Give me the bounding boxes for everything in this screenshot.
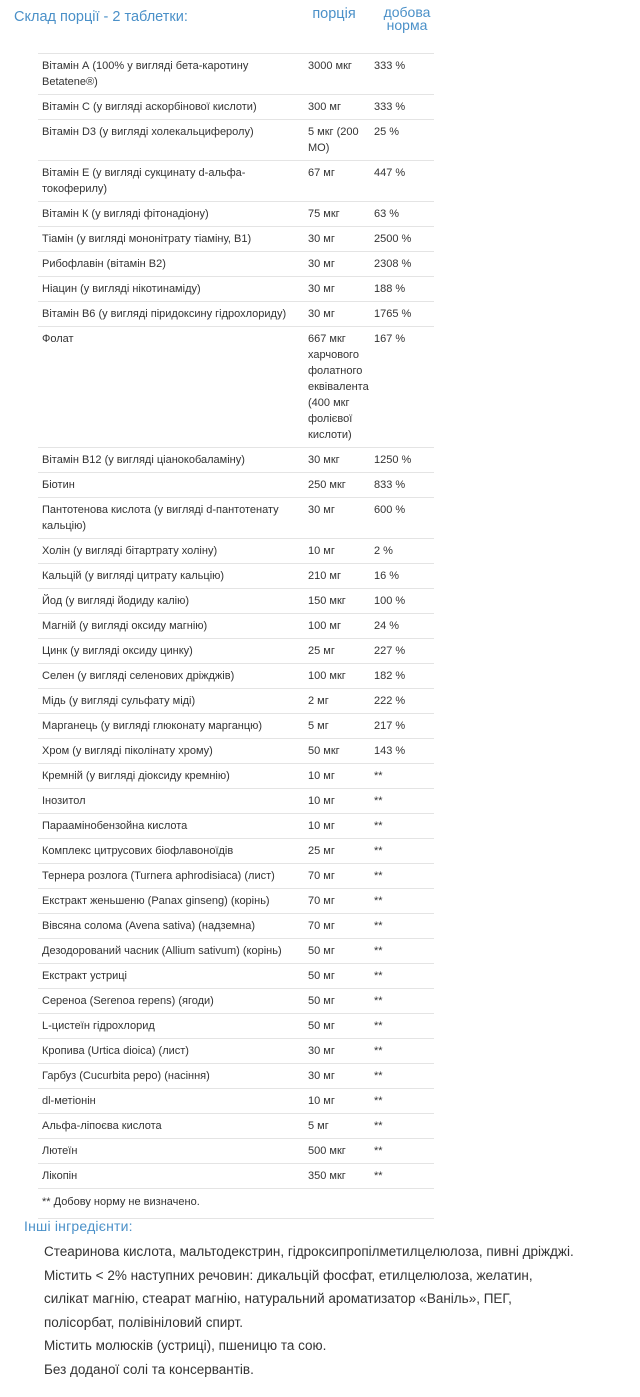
nutrient-amount: 25 мг bbox=[308, 845, 335, 857]
table-row bbox=[38, 327, 434, 448]
nutrient-daily-value: ** bbox=[374, 970, 383, 982]
nutrient-name: Біотин bbox=[42, 479, 75, 491]
table-header bbox=[0, 6, 640, 50]
amount-column-header: порція bbox=[312, 6, 356, 22]
nutrient-daily-value: ** bbox=[374, 1120, 383, 1132]
nutrient-amount: 50 мг bbox=[308, 945, 335, 957]
footnote: ** Добову норму не визначено. bbox=[38, 1189, 434, 1219]
other-ingredients-line: Стеаринова кислота, мальтодекстрин, гідроксипропілметилцелюлоза, пивні дріжджі. bbox=[44, 1244, 574, 1259]
table-row bbox=[38, 539, 434, 564]
nutrient-name: Кремній (у вигляді діоксиду кремнію) bbox=[42, 770, 230, 782]
nutrient-daily-value: ** bbox=[374, 1095, 383, 1107]
table-row bbox=[38, 1039, 434, 1064]
nutrient-name: Пантотенова кислота (у вигляді d-пантотенату кальцію) bbox=[42, 504, 279, 532]
nutrient-name: Дезодорований часник (Allium sativum) (корінь) bbox=[42, 945, 282, 957]
nutrient-name: Інозитол bbox=[42, 795, 86, 807]
nutrient-name: Ніацин (у вигляді нікотинаміду) bbox=[42, 283, 201, 295]
nutrient-daily-value: ** bbox=[374, 1020, 383, 1032]
nutrient-amount: 67 мг bbox=[308, 167, 335, 179]
nutrient-name: Мідь (у вигляді сульфату міді) bbox=[42, 695, 196, 707]
table-row bbox=[38, 789, 434, 814]
table-row bbox=[38, 473, 434, 498]
nutrient-name: Тіамін (у вигляді мононітрату тіаміну, В1) bbox=[42, 233, 252, 245]
nutrient-name: Лікопін bbox=[42, 1170, 78, 1182]
table-row bbox=[38, 614, 434, 639]
nutrient-name: Магній (у вигляді оксиду магнію) bbox=[42, 620, 208, 632]
nutrient-name: Кропива (Urtica dioica) (лист) bbox=[42, 1045, 189, 1057]
nutrient-amount: 70 мг bbox=[308, 920, 335, 932]
table-row bbox=[38, 739, 434, 764]
nutrient-name: Йод (у вигляді йодиду калію) bbox=[42, 595, 190, 607]
nutrient-amount: 350 мкг bbox=[308, 1170, 346, 1182]
nutrient-daily-value: ** bbox=[374, 1045, 383, 1057]
nutrient-daily-value: ** bbox=[374, 1145, 383, 1157]
nutrient-daily-value: 217 % bbox=[374, 720, 406, 732]
nutrient-name: Кальцій (у вигляді цитрату кальцію) bbox=[42, 570, 225, 582]
nutrient-name: Альфа-ліпоєва кислота bbox=[42, 1120, 162, 1132]
serving-title: Склад порції - 2 таблетки: bbox=[14, 9, 188, 25]
nutrient-name: Холін (у вигляді бітартрату холіну) bbox=[42, 545, 218, 557]
table-row bbox=[38, 95, 434, 120]
nutrient-daily-value: 2500 % bbox=[374, 233, 412, 245]
nutrient-daily-value: 833 % bbox=[374, 479, 406, 491]
nutrient-daily-value: ** bbox=[374, 795, 383, 807]
table-row bbox=[38, 1014, 434, 1039]
nutrient-amount: 30 мг bbox=[308, 1045, 335, 1057]
nutrient-name: Вітамін Е (у вигляді сукцинату d-альфа-токоферилу) bbox=[42, 167, 246, 195]
nutrient-amount: 150 мкг bbox=[308, 595, 346, 607]
other-ingredients-title: Інші інгредієнти: bbox=[24, 1218, 133, 1234]
other-ingredients-line: силікат магнію, стеарат магнію, натуральний ароматизатор «Ваніль», ПЕГ, bbox=[44, 1291, 512, 1306]
daily-value-header-line2: норма bbox=[386, 17, 428, 33]
table-row bbox=[38, 764, 434, 789]
nutrient-daily-value: 227 % bbox=[374, 645, 406, 657]
nutrient-daily-value: 333 % bbox=[374, 60, 406, 72]
nutrient-amount: 50 мкг bbox=[308, 745, 340, 757]
nutrient-daily-value: ** bbox=[374, 870, 383, 882]
nutrient-name: Вітамін А (100% у вигляді бета-каротину Betatene®) bbox=[42, 60, 249, 88]
nutrient-amount: 300 мг bbox=[308, 101, 341, 113]
table-row bbox=[38, 939, 434, 964]
nutrient-daily-value: ** bbox=[374, 895, 383, 907]
table-row bbox=[38, 714, 434, 739]
table-row bbox=[38, 1139, 434, 1164]
table-row bbox=[38, 120, 434, 161]
nutrient-name: Параамінобензойна кислота bbox=[42, 820, 188, 832]
nutrient-daily-value: ** bbox=[374, 820, 383, 832]
table-row bbox=[38, 1114, 434, 1139]
table-row bbox=[38, 964, 434, 989]
table-row bbox=[38, 252, 434, 277]
table-row bbox=[38, 814, 434, 839]
nutrient-daily-value: 167 % bbox=[374, 333, 406, 345]
table-row bbox=[38, 202, 434, 227]
nutrient-name: Фолат bbox=[42, 333, 74, 345]
nutrient-amount: 30 мг bbox=[308, 308, 335, 320]
nutrient-daily-value: 1765 % bbox=[374, 308, 412, 320]
nutrient-amount: 5 мг bbox=[308, 720, 329, 732]
table-row bbox=[38, 227, 434, 252]
table-row bbox=[38, 914, 434, 939]
nutrient-daily-value: 222 % bbox=[374, 695, 406, 707]
other-ingredients-line: Без доданої солі та консервантів. bbox=[44, 1361, 254, 1377]
nutrient-name: Лютеїн bbox=[42, 1145, 78, 1157]
nutrient-daily-value: 333 % bbox=[374, 101, 406, 113]
nutrient-name: Хром (у вигляді піколінату хрому) bbox=[42, 745, 213, 757]
other-ingredients-text bbox=[24, 1240, 624, 1381]
nutrient-amount: 25 мг bbox=[308, 645, 335, 657]
table-row bbox=[38, 54, 434, 95]
table-row bbox=[38, 498, 434, 539]
nutrient-amount: 30 мг bbox=[308, 233, 335, 245]
nutrient-name: Комплекс цитрусових біофлавоноїдів bbox=[42, 845, 234, 857]
nutrient-daily-value: ** bbox=[374, 920, 383, 932]
nutrient-amount: 100 мг bbox=[308, 620, 341, 632]
table-row bbox=[38, 889, 434, 914]
daily-value-column-header bbox=[372, 6, 442, 32]
nutrient-amount: 100 мкг bbox=[308, 670, 346, 682]
nutrient-daily-value: 2308 % bbox=[374, 258, 412, 270]
table-row bbox=[38, 589, 434, 614]
table-row bbox=[38, 448, 434, 473]
nutrient-daily-value: ** bbox=[374, 945, 383, 957]
nutrient-name: Цинк (у вигляді оксиду цинку) bbox=[42, 645, 193, 657]
nutrient-amount: 210 мг bbox=[308, 570, 341, 582]
nutrient-amount: 5 мкг (200 МО) bbox=[308, 126, 359, 154]
nutrient-amount: 30 мг bbox=[308, 283, 335, 295]
daily-value-header-line1: добова bbox=[383, 4, 431, 20]
nutrient-amount: 30 мг bbox=[308, 258, 335, 270]
table-row bbox=[38, 1164, 434, 1189]
nutrient-daily-value: 2 % bbox=[374, 545, 393, 557]
nutrient-amount: 250 мкг bbox=[308, 479, 346, 491]
nutrient-daily-value: 188 % bbox=[374, 283, 406, 295]
nutrient-amount: 30 мг bbox=[308, 504, 335, 516]
nutrient-daily-value: 143 % bbox=[374, 745, 406, 757]
nutrient-name: Вітамін С (у вигляді аскорбінової кислоти) bbox=[42, 101, 257, 113]
nutrient-daily-value: 16 % bbox=[374, 570, 400, 582]
nutrient-amount: 75 мкг bbox=[308, 208, 340, 220]
nutrient-name: Гарбуз (Cucurbita pepo) (насіння) bbox=[42, 1070, 210, 1082]
nutrient-name: L-цистеїн гідрохлорид bbox=[42, 1020, 155, 1032]
table-row bbox=[38, 1089, 434, 1114]
nutrient-amount: 3000 мкг bbox=[308, 60, 352, 72]
table-row bbox=[38, 277, 434, 302]
nutrient-name: Марганець (у вигляді глюконату марганцю) bbox=[42, 720, 263, 732]
nutrient-name: Селен (у вигляді селенових дріжджів) bbox=[42, 670, 235, 682]
nutrient-amount: 667 мкг харчового фолатного еквівалента (400 мкг фолієвої кислоти) bbox=[308, 333, 369, 441]
nutrient-amount: 10 мг bbox=[308, 545, 335, 557]
nutrient-amount: 10 мг bbox=[308, 770, 335, 782]
nutrient-name: Серенoа (Serenoa repens) (ягоди) bbox=[42, 995, 214, 1007]
nutrient-daily-value: ** bbox=[374, 1070, 383, 1082]
other-ingredients-line: Містить молюсків (устриці), пшеницю та сою. bbox=[44, 1338, 327, 1353]
nutrient-amount: 70 мг bbox=[308, 870, 335, 882]
nutrient-name: Рибофлавін (вітамін В2) bbox=[42, 258, 166, 270]
nutrient-daily-value: 600 % bbox=[374, 504, 406, 516]
nutrient-amount: 10 мг bbox=[308, 1095, 335, 1107]
nutrient-name: Вітамін В6 (у вигляді піридоксину гідрохлориду) bbox=[42, 308, 287, 320]
nutrient-amount: 2 мг bbox=[308, 695, 329, 707]
nutrient-daily-value: 182 % bbox=[374, 670, 406, 682]
nutrient-name: Вітамін D3 (у вигляді холекальциферолу) bbox=[42, 126, 254, 138]
nutrient-amount: 50 мг bbox=[308, 995, 335, 1007]
nutrient-daily-value: ** bbox=[374, 845, 383, 857]
nutrient-name: dl-метіонін bbox=[42, 1095, 96, 1107]
table-row bbox=[38, 689, 434, 714]
nutrient-amount: 10 мг bbox=[308, 820, 335, 832]
nutrient-name: Екстракт устриці bbox=[42, 970, 127, 982]
other-ingredients bbox=[24, 1218, 624, 1381]
nutrient-name: Тернера розлога (Turnera aphrodisiaca) (лист) bbox=[42, 870, 275, 882]
nutrient-daily-value: 25 % bbox=[374, 126, 400, 138]
table-row bbox=[38, 989, 434, 1014]
nutrient-amount: 50 мг bbox=[308, 970, 335, 982]
nutrient-amount: 30 мкг bbox=[308, 454, 340, 466]
table-row bbox=[38, 664, 434, 689]
nutrient-name: Вівсяна солома (Avena sativa) (надземна) bbox=[42, 920, 255, 932]
other-ingredients-line: Містить < 2% наступних речовин: дикальцій фосфат, етилцелюлоза, желатин, bbox=[44, 1267, 533, 1283]
nutrient-name: Вітамін В12 (у вигляді ціанокобаламіну) bbox=[42, 454, 245, 466]
nutrient-amount: 500 мкг bbox=[308, 1145, 346, 1157]
table-row bbox=[38, 302, 434, 327]
nutrient-amount: 50 мг bbox=[308, 1020, 335, 1032]
nutrient-daily-value: ** bbox=[374, 995, 383, 1007]
supplement-facts-table bbox=[38, 53, 434, 1219]
table-row bbox=[38, 161, 434, 202]
nutrient-daily-value: 24 % bbox=[374, 620, 400, 632]
table-row bbox=[38, 639, 434, 664]
nutrient-daily-value: ** bbox=[374, 1170, 383, 1182]
table-row bbox=[38, 864, 434, 889]
nutrient-name: Екстракт женьшеню (Panax ginseng) (корінь) bbox=[42, 895, 270, 907]
table-row bbox=[38, 564, 434, 589]
nutrient-daily-value: 447 % bbox=[374, 167, 406, 179]
nutrient-daily-value: 1250 % bbox=[374, 454, 412, 466]
nutrient-name: Вітамін К (у вигляді фітонадіону) bbox=[42, 208, 209, 220]
nutrient-amount: 10 мг bbox=[308, 795, 335, 807]
nutrient-daily-value: 100 % bbox=[374, 595, 406, 607]
table-row bbox=[38, 839, 434, 864]
nutrient-amount: 30 мг bbox=[308, 1070, 335, 1082]
nutrient-amount: 5 мг bbox=[308, 1120, 329, 1132]
nutrient-daily-value: 63 % bbox=[374, 208, 400, 220]
table-row bbox=[38, 1064, 434, 1089]
other-ingredients-line: полісорбат, полівініловий спирт. bbox=[44, 1314, 243, 1330]
nutrient-amount: 70 мг bbox=[308, 895, 335, 907]
nutrient-daily-value: ** bbox=[374, 770, 383, 782]
